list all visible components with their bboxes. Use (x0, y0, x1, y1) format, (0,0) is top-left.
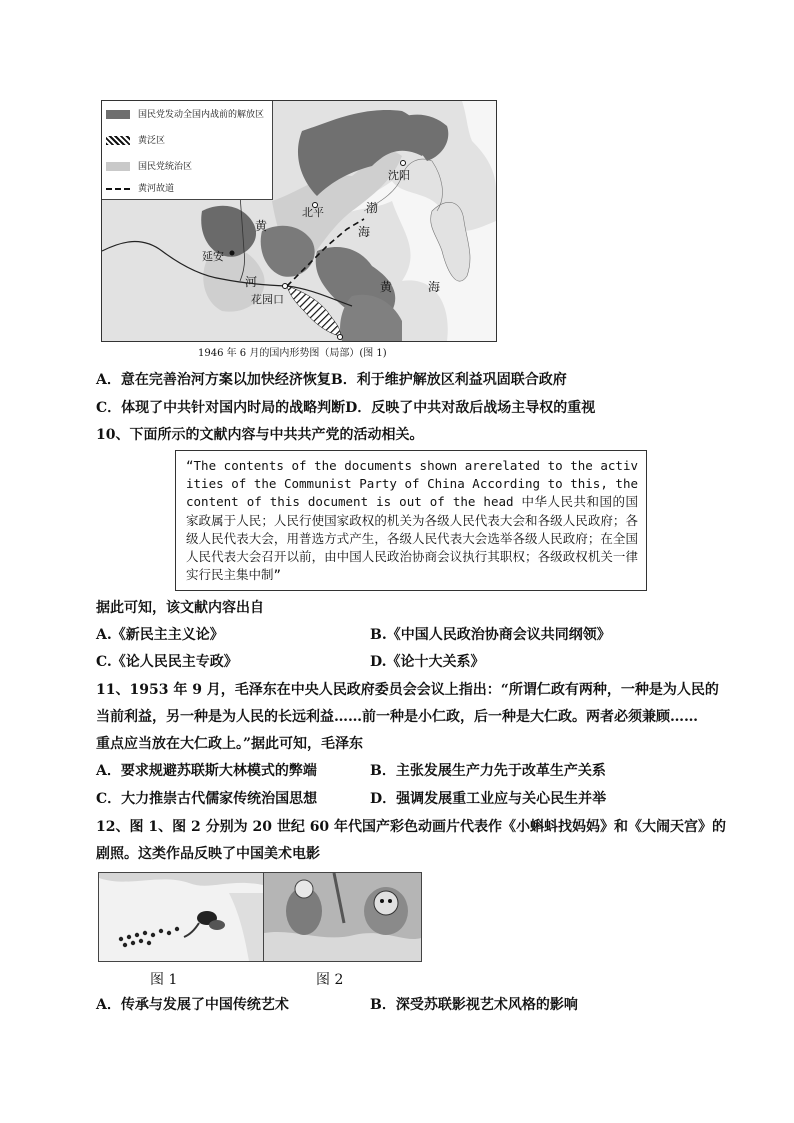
q11-line-3: 重点应当放在大仁政上。”据此可知，毛泽东 (96, 736, 364, 752)
legend-flood (106, 135, 165, 147)
label-beiping: 北平 (302, 206, 324, 219)
q11-option-c: C．大力推崇古代儒家传统治国思想 (96, 791, 318, 807)
shenyang-dot (401, 161, 406, 166)
q11-option-b: B．主张发展生产力先于改革生产关系 (370, 763, 606, 779)
legend-kmt (106, 161, 192, 173)
legend-swatch-dark (106, 110, 130, 119)
q9-options-cd: C．体现了中共针对国内时局的战略判断D．反映了中共对敌后战场主导权的重视 (96, 400, 596, 416)
legend-liberated (106, 109, 264, 121)
legend-swatch-light (106, 162, 130, 171)
label-shenyang: 沈阳 (388, 169, 410, 182)
label-river-he: 河 (245, 275, 258, 289)
map-legend (102, 101, 273, 200)
q10-option-a: A.《新民主主义论》 (96, 627, 224, 643)
q12-option-a: A．传承与发展了中国传统艺术 (96, 997, 289, 1013)
q12-line-2: 剧照。这类作品反映了中国美术电影 (96, 846, 320, 862)
q12-option-b: B．深受苏联影视艺术风格的影响 (370, 997, 578, 1013)
figure-1-caption: 图 1 (150, 972, 178, 988)
legend-flood-label: 黄泛区 (138, 136, 166, 146)
figure-2-monkey-king-image (263, 872, 422, 962)
q10-question: 据此可知，该文献内容出自 (96, 600, 264, 616)
document-quote-text: “The contents of the documents shown arerelated to the activities of the Communist Party of China According to this, the content of this document is out of the head 中华人民共和国的国家政属于人民；人民行使国家政权的机关为各级人民代表大会和各级人民政府；各级人民代表大会，用普选方式产生，各级人民代表大会选举各级人民政府；在全国人民代表大会召开以前，由中国人民政治协商会议执行其职权；各级政权机关一律实行民主集中制” (186, 458, 638, 583)
label-sea-huang: 黄 (380, 280, 393, 294)
q12-line-1: 12、图 1、图 2 分别为 20 世纪 60 年代国产彩色动画片代表作《小蝌蚪找妈妈》和《大闹天宫》的 (96, 819, 727, 835)
figure-2-caption: 图 2 (316, 972, 344, 988)
q9-options-ab: A．意在完善治河方案以加快经济恢复B．利于维护解放区利益巩固联合政府 (96, 372, 567, 388)
legend-swatch-dash (106, 188, 130, 190)
document-quote-box (175, 450, 647, 591)
situation-map (101, 100, 497, 342)
q10-option-c: C.《论人民民主专政》 (96, 654, 238, 670)
label-huayuankou: 花园口 (251, 293, 284, 306)
legend-swatch-hatch (106, 136, 130, 145)
legend-kmt-label: 国民党统治区 (138, 162, 193, 172)
legend-old-river-label: 黄河故道 (138, 184, 175, 194)
q11-option-a: A．要求规避苏联斯大林模式的弊端 (96, 763, 317, 779)
legend-liberated-label: 国民党发动全国内战前的解放区 (138, 110, 265, 120)
map-caption: 1946 年 6 月的国内形势图（局部）(图 1) (198, 348, 387, 359)
label-river-huang: 黄 (255, 219, 268, 233)
q11-option-d: D．强调发展重工业应与关心民生并举 (370, 791, 607, 807)
q10-option-d: D.《论十大关系》 (370, 654, 485, 670)
label-yanan: 延安 (202, 250, 224, 263)
yanan-dot (230, 251, 235, 256)
label-bo: 渤 (366, 201, 379, 215)
figure-1-tadpoles-image (98, 872, 264, 962)
label-sea-hai: 海 (428, 280, 441, 294)
legend-old-river (106, 183, 174, 195)
huayuankou-dot (283, 284, 288, 289)
q10-option-b: B.《中国人民政治协商会议共同纲领》 (370, 627, 611, 643)
label-hai: 海 (358, 225, 371, 239)
q11-line-2: 当前利益，另一种是为人民的长远利益……前一种是小仁政，后一种是大仁政。两者必须兼顾…… (96, 709, 698, 725)
q10-stem: 10、下面所示的文献内容与中共共产党的活动相关。 (96, 427, 424, 443)
q11-line-1: 11、1953 年 9 月，毛泽东在中央人民政府委员会会议上指出：“所谓仁政有两种，一种是为人民的 (96, 682, 719, 698)
